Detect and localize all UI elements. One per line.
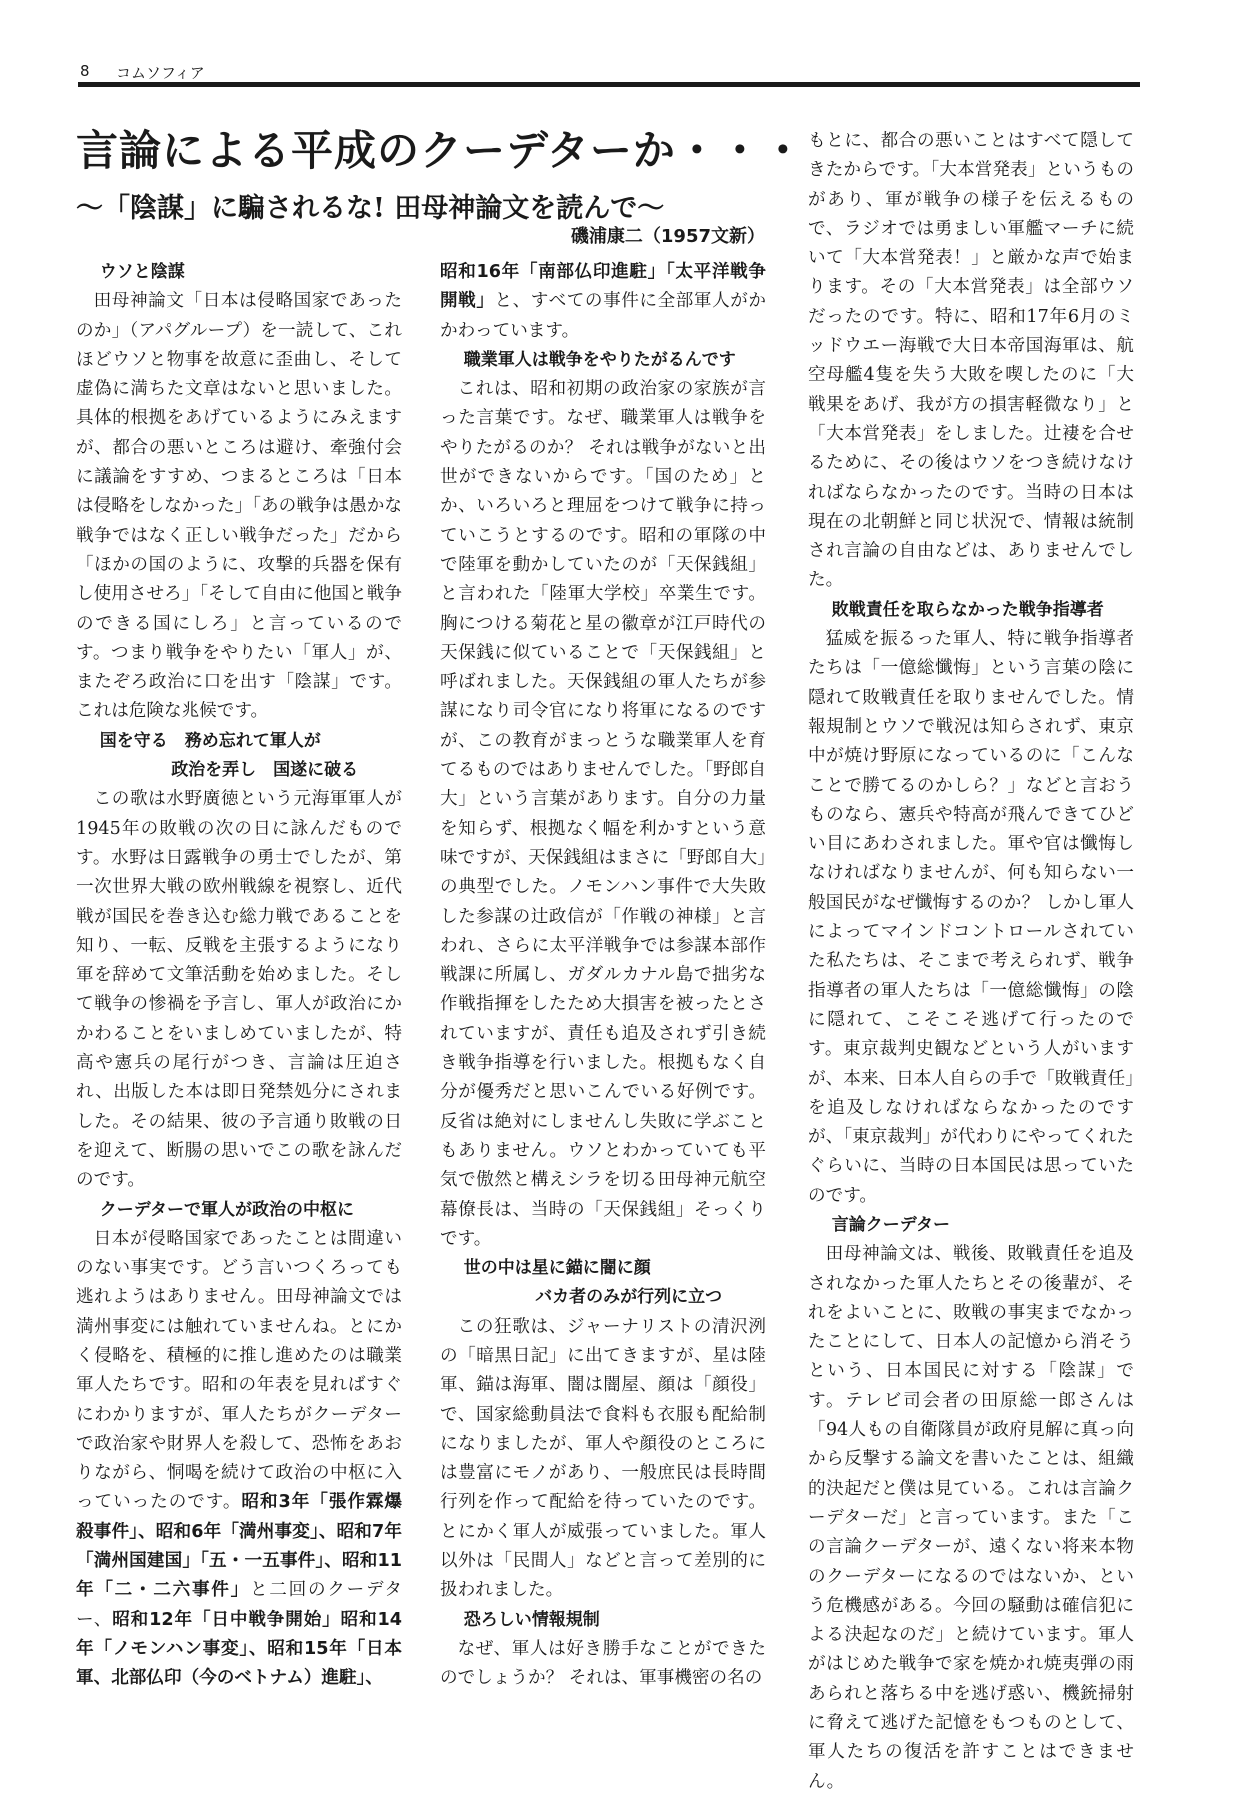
poem-line: 政治を弄し 国遂に破る (171, 760, 359, 781)
column-3 (808, 127, 1134, 1797)
section-heading: 恐ろしい情報規制 (463, 1609, 600, 1630)
paragraph: もとに、都合の悪いことはすべて隠してきたからです。「大本営発表」というものがあり、軍が戦争の様子を伝えるもので、ラジオでは勇ましい軍艦マーチに続いて「大本営発表！」と厳かな声で始まります。その「大本営発表」は全部ウソだったのです。特に、昭和17年6月のミッドウエー海戦で大日本帝国海軍は、航空母艦4隻を失う大敗を喫したのに「大戦果をあげ、我が方の損害軽微なり」と「大本営発表」をしました。辻褄を合せるために、その後はウソをつき続けなければならなかったのです。当時の日本は現在の北朝鮮と同じ状況で、情報は統制され言論の自由などは、ありませんでした。 (808, 131, 1134, 591)
title-block (76, 118, 805, 225)
paragraph: 猛威を振るった軍人、特に戦争指導者たちは「一億総懺悔」という言葉の陰に隠れて敗戦責任を取りませんでした。情報規制とウソで戦況は知らされず、東京中が焼け野原になっているのに「こんなことで勝てるのかしら？」などと言おうものなら、憲兵や特高が飛んできてひどい目にあわされました。軍や官は懺悔しなければなりませんが、何も知らない一般国民がなぜ懺悔するのか？ しかし軍人によってマインドコントロールされていた私たちは、そこまで考えられず、戦争指導者の軍人たちは「一億総懺悔」の陰に隠れて、こそこそ逃げて行ったのです。東京裁判史観などという人がいますが、本来、日本人自らの手で「敗戦責任」を追及しなければならなかったのですが、「東京裁判」が代わりにやってくれたぐらいに、当時の日本国民は思っていたのです。 (808, 629, 1134, 1206)
poem-line: バカ者のみが行列に立つ (535, 1287, 723, 1308)
paragraph: 田母神論文は、戦後、敗戦責任を追及されなかった軍人たちとその後輩が、それをよいことに、敗戦の事実までなかったことにして、日本人の記憶から消そうという、日本国民に対する「陰謀」です。テレビ司会者の田原総一郎さんは「94人もの自衛隊員が政府見解に真っ向から反撃する論文を書いたことは、組織的決起だと僕は見ている。これは言論クーデターだ」と言っています。また「この言論クーデターが、遠くない将来本物のクーデターになるのではないか、という危機感がある。今回の騒動は確信犯による決起なのだ」と続けています。軍人がはじめた戦争で家を焼かれ焼夷弾の雨あられと落ちる中を逃げ惑い、機銃掃射に脅えて逃げた記憶をもつものとして、軍人たちの復活を許すことはできません。 (808, 1244, 1134, 1792)
section-heading: 職業軍人は戦争をやりたがるんです (463, 349, 736, 370)
page-number: 8 (80, 62, 90, 80)
paragraph-text: と二回のクーデター、 (76, 1580, 402, 1630)
paragraph: この狂歌は、ジャーナリストの清沢洌の「暗黒日記」に出てきますが、星は陸軍、錨は海軍、闇は闇屋、顔は「顔役」で、国家総動員法で食料も衣服も配給制になりましたが、軍人や顔役のところには豊富にモノがあり、一般庶民は長時間行列を作って配給を待っていたのです。とにかく軍人が威張っていました。軍人以外は「民間人」などと言って差別的に扱われました。 (440, 1316, 766, 1601)
article-subtitle: ～「陰謀」に騙されるな! 田母神論文を読んで～ (76, 193, 665, 224)
paragraph: この歌は水野廣徳という元海軍軍人が1945年の敗戦の次の日に詠んだものです。水野は日露戦争の勇士でしたが、第一次世界大戦の欧州戦線を視察し、近代戦が国民を巻き込む総力戦であることを知り、一転、反戦を主張するようになり軍を辞めて文筆活動を始めました。そして戦争の惨禍を予言し、軍人が政治にかかわることをいましめていましたが、特高や憲兵の尾行がつき、言論は圧迫され、出版した本は即日発禁処分にされました。その結果、彼の予言通り敗戦の日を迎えて、断腸の思いでこの歌を詠んだのです。 (76, 789, 402, 1191)
column-2 (440, 258, 766, 1694)
timeline-events: 昭和3年「張作霖爆殺事件」、昭和6年「満州事変」、昭和7年「満州国建国」「五・一五事件」、昭和11年「二・二六事件」 (76, 1492, 403, 1601)
poem-line: 世の中は星に錨に闇に顔 (463, 1258, 651, 1279)
paragraph (440, 258, 766, 346)
article-title: 言論による平成のクーデターか・・・ (76, 126, 805, 175)
timeline-events: 昭和16年「南部仏印進駐」「太平洋戦争開戦」 (440, 262, 766, 312)
paragraph: 田母神論文「日本は侵略国家であったのか」（アパグループ）を一読して、これほどウソと物事を故意に歪曲し、そして虚偽に満ちた文章はないと思いました。具体的根拠をあげているようにみえますが、都合の悪いところは避け、牽強付会に議論をすすめ、つまるところは「日本は侵略をしなかった」「あの戦争は愚かな戦争ではなく正しい戦争だった」だから「ほかの国のように、攻撃的兵器を保有し使用させろ」「そして自由に他国と戦争のできる国にしろ」と言っているのです。つまり戦争をやりたい「軍人」が、またぞろ政治に口を出す「陰謀」です。これは危険な兆候です。 (76, 291, 402, 722)
paragraph-text: と、すべての事件に全部軍人がかかわっています。 (440, 291, 766, 341)
poem (440, 1254, 766, 1313)
paragraph: これは、昭和初期の政治家の家族が言った言葉です。なぜ、職業軍人は戦争をやりたがるのか？ それは戦争がないと出世ができないからです。「国のため」とか、いろいろと理屈をつけて戦争に持っていこうとするのです。昭和の軍隊の中で陸軍を動かしていたのが「天保銭組」と言われた「陸軍大学校」卒業生です。胸につける菊花と星の徽章が江戸時代の天保銭に似ていることで「天保銭組」と呼ばれました。天保銭組の軍人たちが参謀になり司令官になり将軍になるのですが、この教育がまっとうな職業軍人を育てるものではありませんでした。「野郎自大」という言葉があります。自分の力量を知らず、根拠なく幅を利かすという意味ですが、天保銭組はまさに「野郎自大」の典型でした。ノモンハン事件で大失敗した参謀の辻政信が「作戦の神様」と言われ、さらに太平洋戦争では参謀本部作戦課に所属し、ガダルカナル島で拙劣な作戦指揮をしたため大損害を被ったとされていますが、責任も追及されず引き続き戦争指導を行いました。根拠もなく自分が優秀だと思いこんでいる好例です。反省は絶対にしませんし失敗に学ぶこともありません。ウソとわかっていても平気で傲然と構えシラを切る田母神元航空幕僚長は、当時の「天保銭組」そっくりです。 (440, 379, 766, 1249)
paragraph (76, 1225, 402, 1694)
timeline-events: 昭和12年「日中戦争開始」昭和14年「ノモンハン事変」、昭和15年「日本軍、北部仏印（今のベトナム）進駐」、 (76, 1609, 403, 1689)
paragraph-text: 日本が侵略国家であったことは間違いのない事実です。どう言いつくろっても逃れようはありません。田母神論文では満州事変には触れていませんね。とにかく侵略を、積極的に推し進めたのは職業軍人たちです。昭和の年表を見ればすぐにわかりますが、軍人たちがクーデターで政治家や財界人を殺して、恐怖をあおりながら、恫喝を続けて政治の中枢に入っていったのです。 (76, 1228, 402, 1513)
section-heading: 敗戦責任を取らなかった戦争指導者 (831, 599, 1104, 620)
article-author: 磯浦康二（1957文新） (570, 226, 765, 247)
section-heading: 言論クーデター (831, 1214, 950, 1235)
section-heading: ウソと陰謀 (99, 262, 185, 282)
publication-name: コムソフィア (116, 64, 205, 82)
page-header (78, 56, 1140, 84)
poem-line: 国を守る 務め忘れて軍人が (99, 730, 321, 751)
poem (76, 727, 402, 786)
header-rule (78, 82, 1140, 87)
column-1 (76, 258, 402, 1694)
paragraph: なぜ、軍人は好き勝手なことができたのでしょうか？ それは、軍事機密の名の (440, 1638, 766, 1689)
section-heading: クーデターで軍人が政治の中枢に (99, 1199, 354, 1220)
